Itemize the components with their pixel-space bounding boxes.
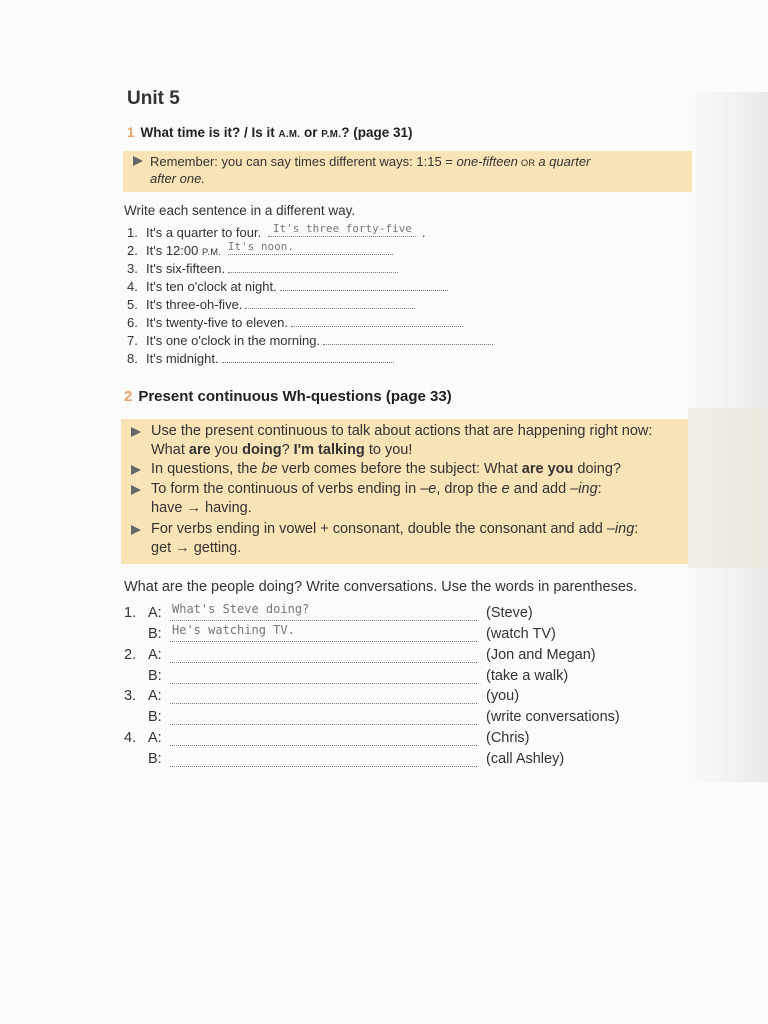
section1-tip-box	[123, 151, 692, 192]
t: to you!	[364, 442, 413, 458]
section1-instruction: Write each sentence in a different way.	[124, 203, 356, 218]
item-sentence: It's one o'clock in the morning.	[146, 333, 321, 348]
tip-text: Remember: you can say times different ways: 1:15 =	[150, 154, 457, 169]
exercise-item-3	[127, 260, 398, 278]
section1-heading-page: ? (page 31)	[341, 125, 413, 140]
item-pm: P.M.	[201, 247, 222, 257]
answer-line-a[interactable]	[170, 731, 477, 746]
section1-heading	[127, 125, 412, 140]
tip1-line1: Use the present continuous to talk about actions that are happening right now:	[151, 423, 653, 439]
t-bold: doing	[242, 442, 282, 458]
t: In questions, the	[151, 461, 262, 477]
tip2	[151, 460, 621, 480]
answer-line[interactable]	[323, 332, 493, 345]
t-italic: –ing	[570, 481, 598, 497]
word-cue: (Jon and Megan)	[486, 647, 596, 663]
tip-or: OR	[517, 158, 539, 168]
tip4-line2: get → getting.	[151, 540, 242, 556]
item-sentence: It's ten o'clock at night.	[146, 279, 277, 294]
exercise-item-7	[127, 332, 493, 350]
t: :	[634, 521, 639, 537]
section2-heading	[124, 388, 452, 405]
item-sentence: It's midnight.	[146, 351, 219, 366]
word-cue: (you)	[486, 688, 520, 704]
section1-number: 1	[127, 125, 135, 140]
page-bleed-band	[688, 408, 768, 568]
tip3-line1	[151, 480, 602, 500]
speaker-a-label: A:	[148, 605, 162, 621]
handwritten-answer: He's watching TV.	[172, 623, 295, 637]
section1-heading-or: or	[300, 125, 322, 140]
bullet-triangle-icon	[131, 427, 141, 437]
answer-line-a[interactable]	[170, 648, 477, 663]
answer-line[interactable]	[228, 260, 398, 273]
word-cue: (take a walk)	[486, 668, 569, 684]
tip-italic-after-one: after one.	[150, 171, 205, 186]
section1-heading-am: A.M.	[278, 129, 301, 140]
t: , drop the	[436, 481, 502, 497]
exercise-item-2	[127, 242, 393, 260]
bullet-triangle-icon	[131, 525, 141, 535]
answer-line[interactable]	[245, 296, 415, 309]
item-number: 3.	[127, 261, 138, 276]
item-number: 6.	[127, 315, 138, 330]
t: doing?	[573, 461, 621, 477]
section1-tip-line2	[150, 170, 205, 187]
answer-line[interactable]	[228, 242, 393, 255]
t: What	[151, 442, 189, 458]
unit-title: Unit 5	[127, 88, 180, 109]
t: ?	[281, 442, 294, 458]
t: verb comes before the subject: What	[277, 461, 522, 477]
handwritten-answer: It's three forty-five	[272, 222, 412, 235]
answer-line[interactable]	[291, 314, 463, 327]
answer-line-b[interactable]	[170, 752, 477, 767]
answer-line-a[interactable]	[170, 689, 477, 704]
answer-line-b[interactable]	[170, 710, 477, 725]
speaker-b-label: B:	[148, 751, 162, 767]
item-number: 1.	[127, 225, 138, 240]
t: To form the continuous of verbs ending in	[151, 481, 421, 497]
item-number: 2.	[127, 243, 138, 258]
section2-instruction: What are the people doing? Write conversations. Use the words in parentheses.	[124, 579, 638, 595]
word-cue: (call Ashley)	[486, 751, 565, 767]
item-sentence: It's 12:00	[146, 243, 202, 258]
answer-line[interactable]	[280, 278, 448, 291]
t-italic: e	[501, 481, 510, 497]
item-period: .	[421, 225, 426, 240]
speaker-b-label: B:	[148, 626, 162, 642]
t-bold: are	[188, 442, 211, 458]
section1-tip-line1	[150, 153, 590, 172]
tip1-line2	[151, 441, 412, 461]
word-cue: (write conversations)	[486, 709, 620, 725]
t: For verbs ending in vowel + consonant, double the consonant and add	[151, 521, 607, 537]
exercise-item-8	[127, 350, 394, 368]
item-sentence: It's a quarter to four.	[146, 225, 262, 240]
t-italic: –e	[420, 481, 437, 497]
speaker-a-label: A:	[148, 688, 162, 704]
answer-line-b[interactable]	[170, 669, 477, 684]
item-number: 7.	[127, 333, 138, 348]
conversation-number: 4.	[124, 730, 137, 746]
conversation-number: 2.	[124, 647, 137, 663]
answer-line[interactable]	[222, 350, 394, 363]
section2-tip-box	[121, 419, 688, 564]
section1-heading-text: What time is it? / Is it	[140, 125, 279, 140]
bullet-triangle-icon	[131, 485, 141, 495]
t: :	[597, 481, 602, 497]
answer-line[interactable]	[268, 224, 416, 237]
section1-heading-pm: P.M.	[321, 129, 342, 140]
exercise-item-4	[127, 278, 448, 296]
speaker-a-label: A:	[148, 647, 162, 663]
bullet-triangle-icon	[131, 465, 141, 475]
exercise-item-5	[127, 296, 415, 314]
conversation-number: 1.	[124, 605, 137, 621]
tip-italic-one-fifteen: one-fifteen	[456, 154, 518, 169]
handwritten-answer: What's Steve doing?	[172, 602, 310, 616]
t-italic: be	[261, 461, 278, 477]
word-cue: (Steve)	[486, 605, 533, 621]
word-cue: (watch TV)	[486, 626, 556, 642]
section2-heading-text: Present continuous Wh-questions (page 33)	[138, 388, 452, 405]
tip-italic-quarter: a quarter	[538, 154, 591, 169]
bullet-triangle-icon	[133, 156, 143, 166]
speaker-b-label: B:	[148, 709, 162, 725]
tip4-line1	[151, 520, 638, 540]
conversation-number: 3.	[124, 688, 137, 704]
item-number: 4.	[127, 279, 138, 294]
tip3-line2: have → having.	[151, 500, 252, 516]
item-sentence: It's twenty-five to eleven.	[146, 315, 288, 330]
section2-number: 2	[124, 388, 133, 405]
speaker-b-label: B:	[148, 668, 162, 684]
t-italic: –ing	[606, 521, 635, 537]
item-sentence: It's three-oh-five.	[146, 297, 243, 312]
t: and add	[509, 481, 571, 497]
handwritten-answer: It's noon.	[227, 240, 295, 253]
speaker-a-label: A:	[148, 730, 162, 746]
item-number: 8.	[127, 351, 138, 366]
item-sentence: It's six-fifteen.	[146, 261, 226, 276]
exercise-item-6	[127, 314, 463, 332]
t-bold: I'm talking	[293, 442, 365, 458]
word-cue: (Chris)	[486, 730, 530, 746]
item-number: 5.	[127, 297, 138, 312]
t-bold: are you	[521, 461, 574, 477]
t: you	[210, 442, 243, 458]
